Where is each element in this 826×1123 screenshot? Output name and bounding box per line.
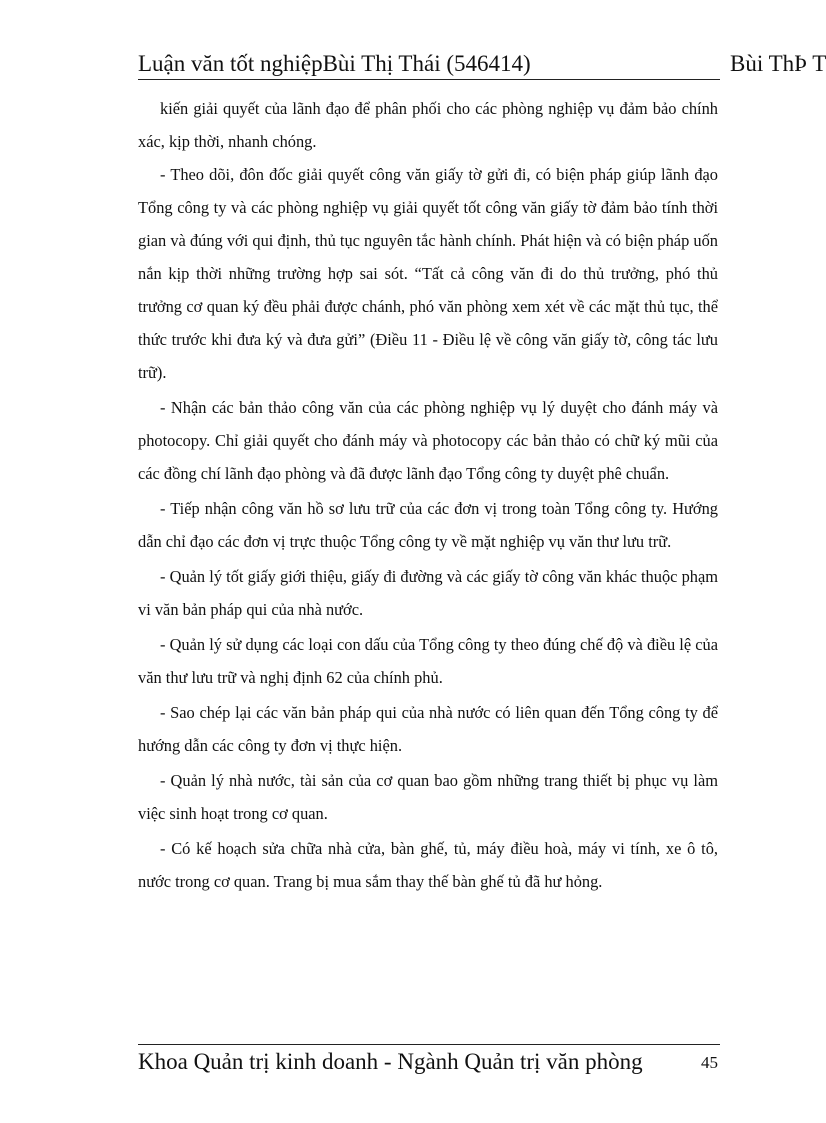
header-author-cut: Bùi ThÞ T bbox=[730, 51, 826, 76]
paragraph-6: - Quản lý sử dụng các loại con dấu của Tổng công ty theo đúng chế độ và điều lệ của văn thư lưu trữ và nghị định 62 của chính phủ. bbox=[138, 635, 718, 687]
paragraph-2: - Theo dõi, đôn đốc giải quyết công văn giấy tờ gửi đi, có biện pháp giúp lãnh đạo Tổng công ty và các phòng nghiệp vụ giải quyết tốt công văn giấy tờ đảm bảo tính thời gian và đúng với qui định, thủ tục nguyên tắc hành chính. Phát hiện và có biện pháp uốn nắn kịp thời những trường hợp sai sót. “Tất cả công văn đi do thủ trưởng, phó thủ trưởng cơ quan ký đều phải được chánh, phó văn phòng xem xét về các mặt thủ tục, thể thức trước khi đưa ký và đưa gửi” (Điều 11 - Điều lệ về công văn giấy tờ, công tác lưu trữ). bbox=[138, 165, 718, 382]
paragraph-8: - Quản lý nhà nước, tài sản của cơ quan bao gồm những trang thiết bị phục vụ làm việc sinh hoạt trong cơ quan. bbox=[138, 771, 718, 823]
footer-rule bbox=[138, 1044, 720, 1045]
paragraph-7: - Sao chép lại các văn bản pháp qui của nhà nước có liên quan đến Tổng công ty để hướng dẫn các công ty đơn vị thực hiện. bbox=[138, 703, 718, 755]
page-header bbox=[138, 48, 826, 80]
paragraph-3: - Nhận các bản thảo công văn của các phòng nghiệp vụ lý duyệt cho đánh máy và photocopy. Chỉ giải quyết cho đánh máy và photocopy các bản thảo có chữ ký mũi của các đồng chí lãnh đạo phòng và đã được lãnh đạo Tổng công ty duyệt phê chuẩn. bbox=[138, 398, 718, 483]
header-title: Luận văn tốt nghiệpBùi Thị Thái (546414) bbox=[138, 51, 531, 76]
page-number: 45 bbox=[701, 1053, 718, 1072]
page-footer bbox=[138, 1047, 720, 1077]
paragraph-1: kiến giải quyết của lãnh đạo để phân phối cho các phòng nghiệp vụ đảm bảo chính xác, kịp thời, nhanh chóng. bbox=[138, 99, 718, 151]
paragraph-5: - Quản lý tốt giấy giới thiệu, giấy đi đường và các giấy tờ công văn khác thuộc phạm vi văn bản pháp qui của nhà nước. bbox=[138, 567, 718, 619]
footer-text: Khoa Quản trị kinh doanh - Ngành Quản trị văn phòng bbox=[138, 1049, 643, 1074]
body-text bbox=[138, 92, 718, 898]
header-rule bbox=[138, 79, 720, 80]
paragraph-4: - Tiếp nhận công văn hồ sơ lưu trữ của các đơn vị trong toàn Tổng công ty. Hướng dẫn chỉ đạo các đơn vị trực thuộc Tổng công ty về mặt nghiệp vụ văn thư lưu trữ. bbox=[138, 499, 718, 551]
paragraph-9: - Có kế hoạch sửa chữa nhà cửa, bàn ghế, tủ, máy điều hoà, máy vi tính, xe ô tô, nước trong cơ quan. Trang bị mua sắm thay thế bàn ghế tủ đã hư hỏng. bbox=[138, 839, 718, 891]
